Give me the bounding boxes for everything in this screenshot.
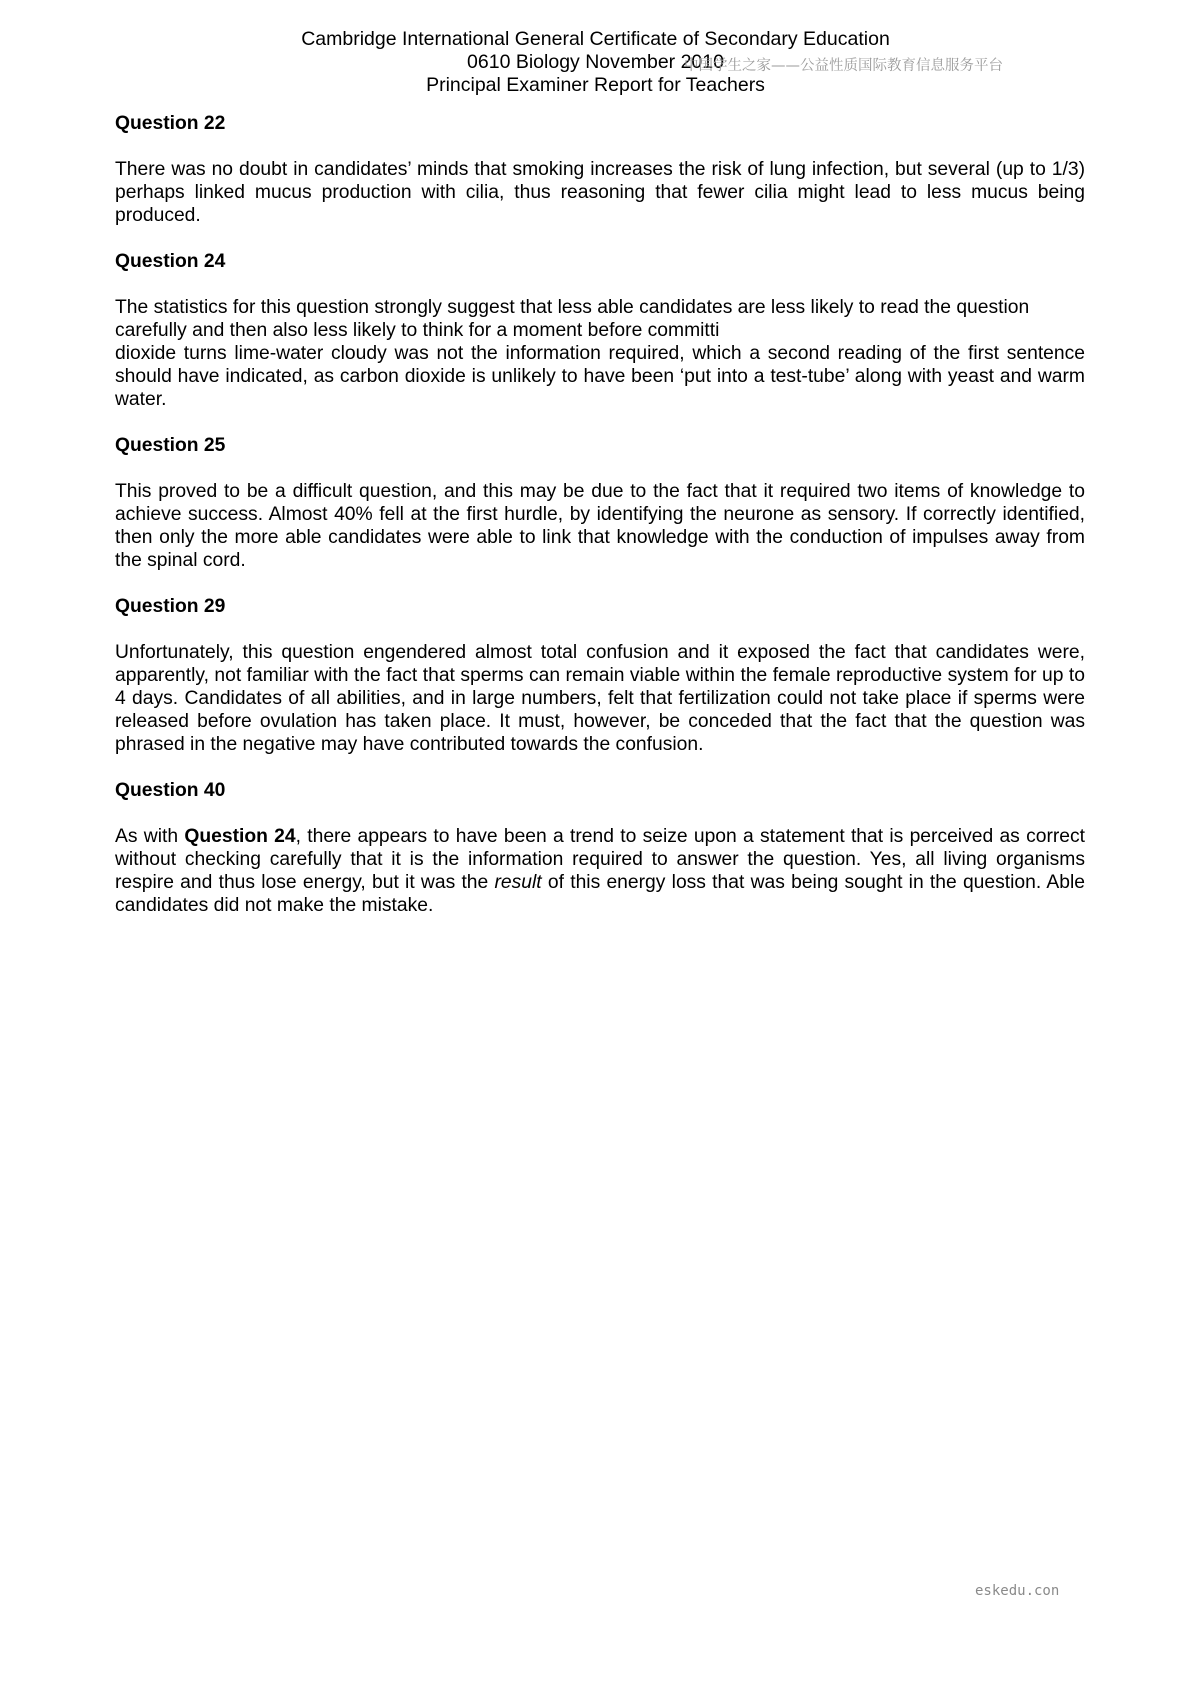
footer-watermark: eskedu.con — [975, 1583, 1060, 1599]
question-29-section — [115, 595, 1085, 756]
header-report-title: Principal Examiner Report for Teachers — [426, 74, 765, 96]
question-40-section — [115, 779, 1085, 917]
question-reference: Question 24 — [184, 826, 296, 847]
question-22-section — [115, 112, 1085, 227]
question-body-line: dioxide turns lime-water cloudy was not the information required, which a second reading of the first sentence should have indicated, as carbon dioxide is unlikely to have been ‘put into a test-tube’ along with yeast and warm water. — [115, 343, 1085, 410]
header-subtitle: 0610 Biology November 2010 — [467, 51, 724, 73]
question-heading: Question 24 — [115, 251, 226, 272]
question-24-section — [115, 250, 1085, 411]
question-body — [115, 296, 1085, 411]
question-body: There was no doubt in candidates’ minds that smoking increases the risk of lung infection, but several (up to 1/3) perhaps linked mucus production with cilia, thus reasoning that fewer cilia might lead to less mucus being produced. — [115, 159, 1085, 226]
question-body-line: The statistics for this question strongly suggest that less able candidates are less likely to read the question carefully and then also less likely to think for a moment before committi — [115, 297, 1030, 341]
question-heading: Question 40 — [115, 780, 226, 801]
report-content — [115, 112, 1085, 940]
header-title: Cambridge International General Certificate of Secondary Education — [301, 28, 890, 50]
question-heading: Question 25 — [115, 435, 226, 456]
page-header — [0, 28, 1191, 97]
body-text: of this energy loss that was being sought in the question. Able candidates did not make the mistake. — [115, 872, 1085, 916]
header-watermark: 中国学生之家——公益性质国际教育信息服务平台 — [684, 58, 1003, 74]
question-body: Unfortunately, this question engendered almost total confusion and it exposed the fact that candidates were, apparently, not familiar with the fact that sperms can remain viable within the female reproductive system for up to 4 days. Candidates of all abilities, and in large numbers, felt that fertilization could not take place if sperms were released before ovulation has taken place. It must, however, be conceded that the fact that the question was phrased in the negative may have contributed towards the confusion. — [115, 642, 1085, 755]
question-25-section — [115, 434, 1085, 572]
body-text: As with — [115, 826, 185, 847]
question-body: This proved to be a difficult question, and this may be due to the fact that it required two items of knowledge to achieve success. Almost 40% fell at the first hurdle, by identifying the neurone as sensory. If correctly identified, then only the more able candidates were able to link that knowledge with the conduction of impulses away from the spinal cord. — [115, 481, 1085, 571]
emphasis-text: result — [494, 872, 542, 893]
question-heading: Question 22 — [115, 113, 226, 134]
question-heading: Question 29 — [115, 596, 226, 617]
body-text: , there appears to have been a trend to seize upon a statement that is perceived as correct without checking carefully that it is the information required to answer the question. Yes, all living organisms respire and thus lose energy, but it was the — [115, 826, 1086, 893]
question-body — [115, 825, 1085, 917]
